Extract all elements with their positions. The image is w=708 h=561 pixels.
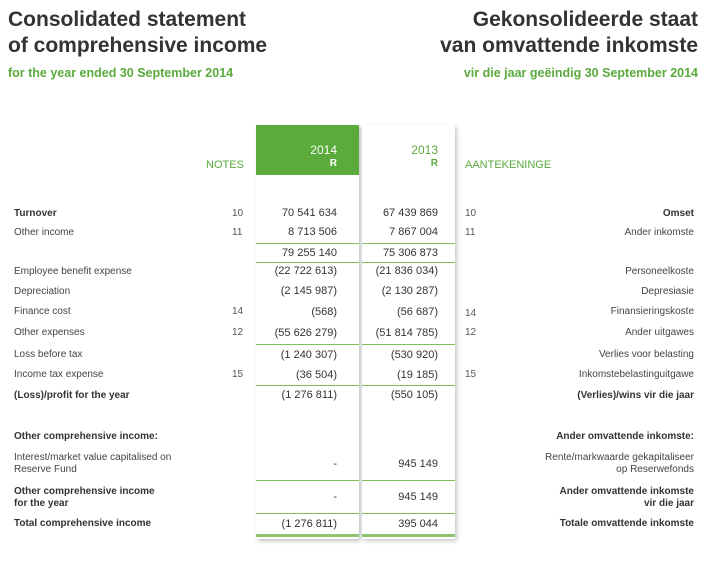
row-label-total-af: Totale omvattende inkomste <box>559 518 694 529</box>
total-2014: (1 276 811) <box>281 518 337 530</box>
row-label-af: Personeelkoste <box>625 266 694 277</box>
subtotal-line-2013 <box>362 513 455 514</box>
row-label-oci-year-line1: Other comprehensive income <box>14 486 155 497</box>
value-2013: (21 836 034) <box>375 265 438 277</box>
row-label-af: Verlies voor belasting <box>598 349 694 360</box>
value-2013: (530 920) <box>390 349 438 361</box>
title-english <box>8 7 267 59</box>
row-label-loss-profit: (Loss)/profit for the year <box>14 390 130 401</box>
value-2013: (56 687) <box>397 306 438 318</box>
title-afrikaans <box>440 7 698 59</box>
row-label-loss-before-tax: Loss before tax <box>14 349 83 360</box>
currency-2014-label: R <box>329 158 337 169</box>
row-note: 12 <box>232 327 244 338</box>
row-label-interest-af-line1: Rente/markwaarde gekapitaliseer <box>545 452 694 463</box>
title-af-line2: van omvattende inkomste <box>440 34 698 57</box>
title-af-line1: Gekonsolideerde staat <box>472 8 698 31</box>
row-note: 15 <box>232 369 244 380</box>
row-label-af: Ander inkomste <box>624 227 694 238</box>
row-label-oci-year <box>14 486 155 510</box>
value-2014: 70 541 634 <box>281 207 337 219</box>
row-label-af: Inkomstebelastinguitgawe <box>578 369 694 380</box>
subtotal-line-2014 <box>256 344 359 345</box>
value-2014: (1 240 307) <box>280 349 337 361</box>
subtotal-2013: 75 306 873 <box>382 247 438 259</box>
value-2014: (568) <box>311 306 337 318</box>
row-label-af: Omset <box>662 208 694 219</box>
year-2014-label: 2014 <box>310 143 337 157</box>
row-label-other-expenses: Other expenses <box>14 327 85 338</box>
row-label-depreciation: Depreciation <box>14 286 71 297</box>
subtotal-line-2013 <box>362 344 455 345</box>
total-2013: 395 044 <box>398 518 438 530</box>
subtotal-line-2014 <box>256 262 359 263</box>
title-en-line1: Consolidated statement <box>8 8 247 31</box>
row-label-finance-cost: Finance cost <box>14 306 71 317</box>
value-2014: (1 276 811) <box>281 389 337 401</box>
subtotal-2014: 79 255 140 <box>281 247 337 259</box>
row-note: 10 <box>232 208 244 219</box>
subtotal-line-2014 <box>256 513 359 514</box>
value-2013: (2 130 287) <box>381 285 438 297</box>
value-2014: (36 504) <box>296 369 337 381</box>
row-label-income-tax: Income tax expense <box>14 369 104 380</box>
row-note-af: 12 <box>465 327 477 338</box>
subtitle-afrikaans: vir die jaar geëindig 30 September 2014 <box>463 66 698 80</box>
row-note-af: 11 <box>465 227 476 238</box>
subtotal-line-2014 <box>256 480 359 481</box>
notes-header: NOTES <box>206 159 244 171</box>
value-2013: (51 814 785) <box>375 327 438 339</box>
row-label-af: (Verlies)/wins vir die jaar <box>577 390 694 401</box>
subtotal-line-2013 <box>362 262 455 263</box>
column-2013-bottom-bar <box>362 534 455 537</box>
column-2014-bottom-bar <box>256 534 359 537</box>
row-label-oci-year-af <box>560 486 694 510</box>
row-label-af: Ander uitgawes <box>625 327 694 338</box>
subtotal-line-2013 <box>362 243 455 244</box>
value-2013: 945 149 <box>398 458 438 470</box>
row-note-af: 10 <box>465 208 477 219</box>
value-2014: 8 713 506 <box>288 226 337 238</box>
row-label-interest-af-line2: op Reserwefonds <box>616 464 694 475</box>
row-label-employee-benefit: Employee benefit expense <box>14 266 132 277</box>
row-note-af: 14 <box>465 308 477 319</box>
value-2014: - <box>333 491 337 503</box>
row-label-other-income: Other income <box>14 227 75 238</box>
subtotal-line-2014 <box>256 385 359 386</box>
subtotal-line-2013 <box>362 480 455 481</box>
value-2014: (55 626 279) <box>274 327 337 339</box>
row-label-turnover: Turnover <box>14 208 57 219</box>
row-label-total: Total comprehensive income <box>14 518 152 529</box>
title-en-line2: of comprehensive income <box>8 34 268 57</box>
row-label-af: Finansieringskoste <box>610 306 694 317</box>
value-2014: (22 722 613) <box>274 265 337 277</box>
row-label-af: Depresiasie <box>641 286 694 297</box>
row-label-oci-year-af-line2: vir die jaar <box>643 498 694 509</box>
row-note-af: 15 <box>465 369 477 380</box>
section-heading-oci: Other comprehensive income: <box>14 431 158 442</box>
row-label-interest <box>14 452 171 476</box>
value-2013: 7 867 004 <box>389 226 438 238</box>
row-note: 14 <box>232 306 244 317</box>
subtotal-line-2013 <box>362 385 455 386</box>
subtotal-line-2014 <box>256 243 359 244</box>
row-label-interest-af <box>545 452 694 476</box>
currency-2013-label: R <box>430 158 438 169</box>
row-label-oci-year-af-line1: Ander omvattende inkomste <box>559 486 694 497</box>
value-2014: - <box>333 458 337 470</box>
row-label-interest-line1: Interest/market value capitalised on <box>14 452 172 463</box>
value-2013: 945 149 <box>398 491 438 503</box>
subtitle-english: for the year ended 30 September 2014 <box>8 66 234 80</box>
notes-header-af: AANTEKENINGE <box>465 159 552 171</box>
year-2013-label: 2013 <box>411 143 438 157</box>
value-2013: (19 185) <box>397 369 438 381</box>
section-heading-oci-af: Ander omvattende inkomste: <box>556 431 694 442</box>
row-label-oci-year-line2: for the year <box>14 498 69 509</box>
value-2013: (550 105) <box>390 389 438 401</box>
value-2013: 67 439 869 <box>382 207 438 219</box>
row-note: 11 <box>232 227 243 238</box>
row-label-interest-line2: Reserve Fund <box>14 464 77 475</box>
value-2014: (2 145 987) <box>280 285 337 297</box>
